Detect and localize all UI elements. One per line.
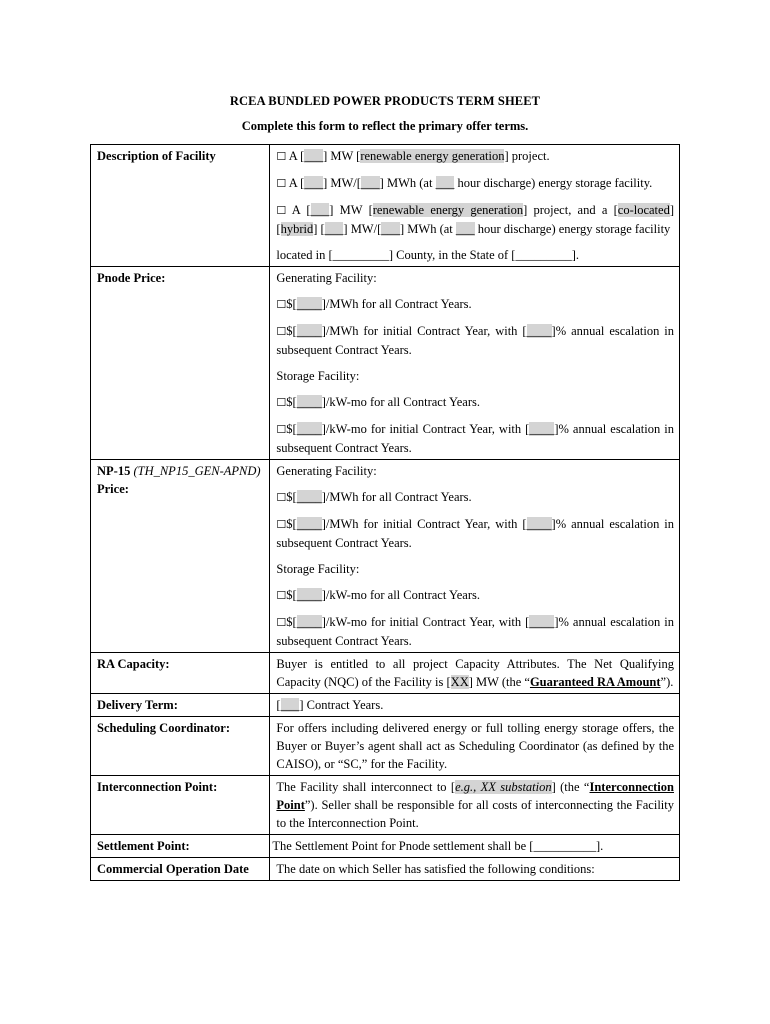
- interconnection-text: [276, 778, 674, 832]
- text-span: A [: [286, 203, 311, 217]
- price-option: [276, 515, 674, 552]
- text-span: ][: [276, 203, 674, 236]
- generation-type-field[interactable]: renewable energy generation: [372, 203, 524, 217]
- blank-field[interactable]: ___: [310, 203, 330, 217]
- text-span: ”).: [660, 675, 674, 689]
- checkbox-icon[interactable]: ☐: [276, 491, 287, 504]
- text-span: ] County, in the State of [: [388, 248, 516, 262]
- text-span: NP-15: [97, 464, 134, 478]
- settlement-point-field[interactable]: __________: [533, 839, 596, 853]
- table-row: [91, 858, 680, 881]
- escalation-field[interactable]: ____: [526, 517, 552, 531]
- text-span: A [: [286, 176, 305, 190]
- generation-type-field[interactable]: renewable energy generation: [360, 149, 505, 163]
- text-span: ]/kW-mo for all Contract Years.: [321, 395, 480, 409]
- text-span: ] MW (the “: [468, 675, 530, 689]
- text-span: $[: [286, 395, 297, 409]
- text-span: ].: [571, 248, 580, 262]
- facility-option-storage: [276, 174, 674, 193]
- text-span: $[: [286, 615, 297, 629]
- facility-option-renewable: [276, 147, 674, 166]
- text-span: located in [: [276, 248, 333, 262]
- text-span: ] (the “: [551, 780, 590, 794]
- storage-facility-heading: Storage Facility:: [276, 562, 360, 576]
- nqc-field[interactable]: XX: [450, 675, 469, 689]
- table-row: [91, 776, 680, 835]
- row-value-settlement-point: [270, 835, 680, 858]
- row-value-interconnection-point: [270, 776, 680, 835]
- text-span: $[: [286, 324, 297, 338]
- facility-location: [276, 246, 674, 264]
- text-span: ] MW [: [329, 203, 373, 217]
- text-span: Price:: [97, 482, 129, 496]
- text-span: ] MWh (at: [379, 176, 436, 190]
- text-span: hour discharge) energy storage facility: [474, 222, 671, 236]
- storage-facility-heading: Storage Facility:: [276, 369, 360, 383]
- text-span: ] project, and a [: [523, 203, 618, 217]
- row-label-settlement-point: Settlement Point:: [91, 835, 270, 858]
- state-field[interactable]: _________: [515, 248, 572, 262]
- price-option: [276, 613, 674, 650]
- text-span: ] MWh (at: [400, 222, 456, 236]
- price-option: [276, 322, 674, 359]
- text-span: hour discharge) energy storage facility.: [454, 176, 653, 190]
- text-span: ]/MWh for all Contract Years.: [321, 297, 472, 311]
- row-label-description-of-facility: Description of Facility: [91, 145, 270, 267]
- term-sheet-table: [90, 144, 680, 881]
- price-option: [276, 586, 674, 605]
- price-option: [276, 393, 674, 412]
- text-span: [: [276, 698, 281, 712]
- text-span: $[: [286, 422, 297, 436]
- blank-field[interactable]: ___: [304, 176, 324, 190]
- settlement-point-text: [272, 837, 674, 855]
- checkbox-icon[interactable]: ☐: [276, 423, 287, 436]
- row-value-np15-price: [270, 460, 680, 653]
- checkbox-icon[interactable]: ☐: [276, 298, 287, 311]
- table-row: [91, 653, 680, 694]
- text-span: ] MW [: [323, 149, 361, 163]
- text-span: ]/kW-mo for initial Contract Year, with [: [321, 615, 530, 629]
- ra-capacity-text: [276, 655, 674, 691]
- price-field[interactable]: ____: [296, 490, 322, 504]
- text-span: $[: [286, 490, 297, 504]
- price-field[interactable]: ____: [296, 615, 322, 629]
- checkbox-icon[interactable]: ☐: [276, 616, 287, 629]
- text-span: ”). Seller shall be responsible for all costs of interconnecting the Facility to the Interconnection Point.: [276, 798, 674, 830]
- row-value-commercial-operation-date: [270, 858, 680, 881]
- price-field[interactable]: ____: [296, 422, 322, 436]
- commercial-operation-text: The date on which Seller has satisfied the following conditions:: [276, 862, 595, 876]
- text-span: ]/MWh for all Contract Years.: [321, 490, 472, 504]
- scheduling-coordinator-text: For offers including delivered energy or full tolling energy storage offers, the Buyer or Buyer’s agent shall act as Scheduling Coordinator (as defined by the CAISO), or “SC,” for the Facility.: [276, 721, 674, 771]
- hybrid-field[interactable]: hybrid: [280, 222, 314, 236]
- price-option: [276, 295, 674, 314]
- row-label-interconnection-point: Interconnection Point:: [91, 776, 270, 835]
- table-row: [91, 835, 680, 858]
- county-field[interactable]: _________: [332, 248, 389, 262]
- text-span: (TH_NP15_GEN-APND): [133, 464, 261, 478]
- text-span: A [: [286, 149, 305, 163]
- blank-field[interactable]: ___: [304, 149, 324, 163]
- text-span: ]/MWh for initial Contract Year, with [: [321, 324, 527, 338]
- row-value-pnode-price: [270, 267, 680, 460]
- text-span: Buyer is entitled to all project Capacity Attributes. The Net Qualifying Capacity (NQC) of the Facility is [: [276, 657, 674, 689]
- row-value-ra-capacity: [270, 653, 680, 694]
- price-field[interactable]: ____: [296, 517, 322, 531]
- text-span: ] MW/[: [323, 176, 361, 190]
- delivery-term-text: [276, 696, 674, 714]
- row-label-delivery-term: Delivery Term:: [91, 694, 270, 717]
- checkbox-icon[interactable]: ☐: [276, 204, 287, 217]
- text-span: The Facility shall interconnect to [: [276, 780, 456, 794]
- row-label-np15-price: [91, 460, 270, 653]
- co-located-field[interactable]: co-located: [617, 203, 670, 217]
- blank-field[interactable]: ___: [455, 222, 475, 236]
- text-span: $[: [286, 297, 297, 311]
- text-span: ]% annual escalation in subsequent Contract Years.: [276, 517, 674, 550]
- checkbox-icon[interactable]: ☐: [276, 177, 287, 190]
- escalation-field[interactable]: ____: [529, 422, 555, 436]
- blank-field[interactable]: ___: [435, 176, 455, 190]
- row-value-description-of-facility: [270, 145, 680, 267]
- blank-field[interactable]: ___: [381, 222, 400, 236]
- text-span: ]/MWh for initial Contract Year, with [: [321, 517, 527, 531]
- text-span: ]% annual escalation in subsequent Contract Years.: [276, 324, 674, 357]
- table-row: [91, 694, 680, 717]
- defined-term: Guaranteed RA Amount: [529, 675, 661, 689]
- row-value-scheduling-coordinator: [270, 717, 680, 776]
- checkbox-icon[interactable]: ☐: [276, 396, 287, 409]
- row-label-ra-capacity: RA Capacity:: [91, 653, 270, 694]
- text-span: ]/kW-mo for all Contract Years.: [321, 588, 480, 602]
- table-row: [91, 460, 680, 653]
- price-option: [276, 420, 674, 457]
- text-span: $[: [286, 588, 297, 602]
- price-field[interactable]: ____: [296, 324, 322, 338]
- price-field[interactable]: ____: [296, 297, 322, 311]
- document-title: RCEA BUNDLED POWER PRODUCTS TERM SHEET: [229, 94, 541, 108]
- checkbox-icon[interactable]: ☐: [276, 150, 287, 163]
- table-row: [91, 267, 680, 460]
- text-span: ] project.: [504, 149, 550, 163]
- generating-facility-heading: Generating Facility:: [276, 271, 377, 285]
- defined-term: Interconnection Point: [276, 780, 674, 812]
- price-field[interactable]: ____: [296, 395, 322, 409]
- row-label-pnode-price: Pnode Price:: [91, 267, 270, 460]
- row-value-delivery-term: [270, 694, 680, 717]
- text-span: ] [: [313, 222, 325, 236]
- text-span: ]% annual escalation in subsequent Contract Years.: [276, 422, 674, 455]
- checkbox-icon[interactable]: ☐: [276, 325, 287, 338]
- checkbox-icon[interactable]: ☐: [276, 518, 287, 531]
- price-option: [276, 488, 674, 507]
- table-row: [91, 145, 680, 267]
- text-span: $[: [286, 517, 297, 531]
- row-label-scheduling-coordinator: Scheduling Coordinator:: [91, 717, 270, 776]
- text-span: ]% annual escalation in subsequent Contract Years.: [276, 615, 674, 648]
- escalation-field[interactable]: ____: [526, 324, 552, 338]
- checkbox-icon[interactable]: ☐: [276, 589, 287, 602]
- text-span: ].: [595, 839, 604, 853]
- generating-facility-heading: Generating Facility:: [276, 464, 377, 478]
- contract-years-field[interactable]: ___: [280, 698, 300, 712]
- text-span: The Settlement Point for Pnode settlement shall be [: [272, 839, 534, 853]
- text-span: ] MW/[: [343, 222, 382, 236]
- price-field[interactable]: ____: [296, 588, 322, 602]
- table-row: [91, 717, 680, 776]
- substation-field[interactable]: e.g., XX substation: [455, 780, 552, 794]
- row-label-commercial-operation-date: Commercial Operation Date: [91, 858, 270, 881]
- document-subtitle: Complete this form to reflect the primary offer terms.: [241, 119, 529, 133]
- blank-field[interactable]: ___: [324, 222, 344, 236]
- escalation-field[interactable]: ____: [529, 615, 555, 629]
- facility-option-hybrid: [276, 201, 674, 238]
- text-span: ]/kW-mo for initial Contract Year, with [: [321, 422, 530, 436]
- blank-field[interactable]: ___: [360, 176, 380, 190]
- text-span: ] Contract Years.: [299, 698, 384, 712]
